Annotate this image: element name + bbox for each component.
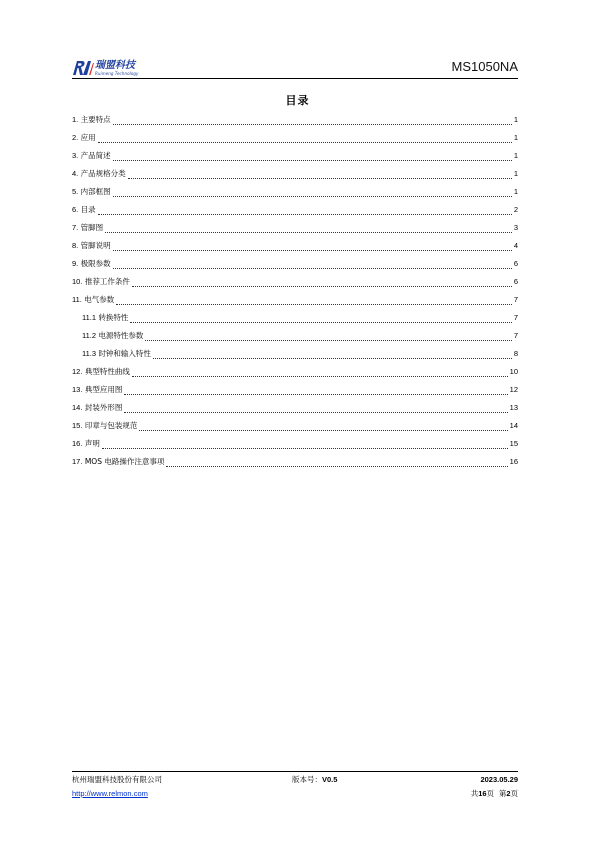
toc-entry-number: 2. xyxy=(72,133,79,142)
company-name: 杭州瑞盟科技股份有限公司 xyxy=(72,775,162,784)
toc-leader-dots xyxy=(113,190,512,197)
toc-leader-dots xyxy=(124,406,507,413)
toc-entry[interactable] xyxy=(72,435,518,453)
toc-entry-number: 9. xyxy=(72,259,79,268)
toc-leader-dots xyxy=(116,298,512,305)
toc-entry-page: 1 xyxy=(513,133,518,142)
version-label: 版本号： xyxy=(292,775,322,784)
toc-entry[interactable] xyxy=(72,417,518,435)
page-suffix: 页 xyxy=(510,789,518,798)
document-date: 2023.05.29 xyxy=(480,775,518,784)
toc-entry-label: MOS 电路操作注意事项 xyxy=(84,457,165,466)
toc-entry[interactable] xyxy=(72,327,518,345)
total-pages: 16 xyxy=(478,789,487,798)
version-number: V0.5 xyxy=(322,775,338,784)
logo-chinese-text: 瑞盟科技 xyxy=(95,60,135,71)
toc-leader-dots xyxy=(132,280,512,287)
toc-entry-label: 产品规格分类 xyxy=(80,169,126,178)
toc-entry-label: 转换特性 xyxy=(98,313,129,322)
toc-leader-dots xyxy=(139,424,507,431)
toc-entry-number: 11. xyxy=(72,295,82,304)
toc-entry[interactable] xyxy=(72,183,518,201)
toc-entry-number: 17. xyxy=(72,457,83,466)
toc-entry-label: 管脚图 xyxy=(80,223,104,232)
model-number: MS1050NA xyxy=(451,59,518,74)
toc-leader-dots xyxy=(113,244,512,251)
toc-entry[interactable] xyxy=(72,309,518,327)
toc-entry-label: 典型特性曲线 xyxy=(84,367,130,376)
total-suffix: 页 xyxy=(486,789,495,798)
toc-entry-number: 13. xyxy=(72,385,83,394)
toc-entry-page: 10 xyxy=(509,367,518,376)
toc-entry-number: 16. xyxy=(72,439,83,448)
toc-entry-label: 电气参数 xyxy=(84,295,115,304)
toc-entry-label: 主要特点 xyxy=(80,115,111,124)
toc-leader-dots xyxy=(113,262,512,269)
toc-entry[interactable] xyxy=(72,399,518,417)
toc-entry[interactable] xyxy=(72,147,518,165)
page-prefix: 第 xyxy=(498,789,507,798)
toc-entry-label: 管脚说明 xyxy=(80,241,111,250)
toc-entry-label: 目录 xyxy=(80,205,96,214)
toc-entry-number: 7. xyxy=(72,223,79,232)
toc-entry-label: 时钟和输入特性 xyxy=(98,349,151,358)
total-prefix: 共 xyxy=(470,789,479,798)
toc-leader-dots xyxy=(102,442,508,449)
toc-entry-number: 14. xyxy=(72,403,83,412)
toc-entry-number: 15. xyxy=(72,421,83,430)
toc-entry[interactable] xyxy=(72,219,518,237)
toc-entry-label: 产品简述 xyxy=(80,151,111,160)
toc-entry-label: 封装外形图 xyxy=(84,403,123,412)
toc-entry-label: 应用 xyxy=(80,133,96,142)
toc-entry[interactable] xyxy=(72,255,518,273)
toc-entry-label: 电源特性参数 xyxy=(98,331,144,340)
toc-entry[interactable] xyxy=(72,129,518,147)
toc-leader-dots xyxy=(130,316,511,323)
version-info xyxy=(292,773,337,787)
page-footer xyxy=(72,771,518,801)
toc-entry-number: 10. xyxy=(72,277,83,286)
toc-entry-page: 15 xyxy=(509,439,518,448)
toc-leader-dots xyxy=(105,226,512,233)
toc-leader-dots xyxy=(132,370,508,377)
toc-entry-number: 3. xyxy=(72,151,79,160)
toc-entry-number: 12. xyxy=(72,367,83,376)
company-website-link[interactable]: http://www.relmon.com xyxy=(72,789,148,798)
toc-entry-page: 3 xyxy=(513,223,518,232)
toc-entry-page: 1 xyxy=(513,187,518,196)
toc-title: 目录 xyxy=(285,94,310,107)
company-logo xyxy=(72,58,139,76)
toc-leader-dots xyxy=(124,388,507,395)
toc-entry[interactable] xyxy=(72,381,518,399)
toc-leader-dots xyxy=(166,460,507,467)
toc-entry-label: 声明 xyxy=(84,439,100,448)
toc-entry[interactable] xyxy=(72,345,518,363)
toc-entry-page: 1 xyxy=(513,115,518,124)
logo-english-text: Ruimeng Technology xyxy=(95,71,139,76)
toc-entry-label: 印章与包装规范 xyxy=(84,421,138,430)
toc-entry-page: 7 xyxy=(513,295,518,304)
toc-entry-number: 11.3 xyxy=(82,349,97,358)
table-of-contents xyxy=(72,111,518,471)
toc-entry-number: 8. xyxy=(72,241,79,250)
toc-entry-page: 14 xyxy=(509,421,518,430)
toc-entry[interactable] xyxy=(72,165,518,183)
toc-leader-dots xyxy=(98,136,512,143)
toc-leader-dots xyxy=(113,154,512,161)
toc-leader-dots xyxy=(113,118,512,125)
toc-entry-page: 16 xyxy=(509,457,518,466)
toc-leader-dots xyxy=(145,334,511,341)
toc-entry-label: 极限参数 xyxy=(80,259,111,268)
toc-leader-dots xyxy=(128,172,512,179)
toc-entry[interactable] xyxy=(72,273,518,291)
toc-entry-page: 7 xyxy=(513,313,518,322)
toc-entry-label: 内部框图 xyxy=(80,187,111,196)
toc-entry-page: 4 xyxy=(513,241,518,250)
page-count xyxy=(471,787,518,801)
toc-entry-number: 5. xyxy=(72,187,79,196)
toc-entry[interactable] xyxy=(72,363,518,381)
page-header xyxy=(72,56,518,79)
toc-entry-page: 1 xyxy=(513,169,518,178)
toc-entry[interactable] xyxy=(72,291,518,309)
toc-entry[interactable] xyxy=(72,201,518,219)
toc-entry-page: 12 xyxy=(509,385,518,394)
toc-leader-dots xyxy=(153,352,512,359)
toc-entry-label: 推荐工作条件 xyxy=(84,277,130,286)
toc-entry-number: 6. xyxy=(72,205,79,214)
toc-entry-page: 8 xyxy=(513,349,518,358)
toc-entry-page: 13 xyxy=(509,403,518,412)
toc-entry-number: 4. xyxy=(72,169,79,178)
ruimeng-logo-icon xyxy=(72,60,94,76)
toc-entry-number: 1. xyxy=(72,115,79,124)
toc-entry-page: 6 xyxy=(513,277,518,286)
toc-entry[interactable] xyxy=(72,237,518,255)
current-page: 2 xyxy=(506,789,511,798)
toc-entry-number: 11.2 xyxy=(82,331,97,340)
toc-entry[interactable] xyxy=(72,111,518,129)
toc-entry-page: 6 xyxy=(513,259,518,268)
toc-entry[interactable] xyxy=(72,453,518,471)
toc-leader-dots xyxy=(98,208,512,215)
toc-entry-label: 典型应用图 xyxy=(84,385,123,394)
toc-entry-page: 2 xyxy=(513,205,518,214)
toc-entry-number: 11.1 xyxy=(82,313,97,322)
toc-entry-page: 7 xyxy=(513,331,518,340)
toc-entry-page: 1 xyxy=(513,151,518,160)
